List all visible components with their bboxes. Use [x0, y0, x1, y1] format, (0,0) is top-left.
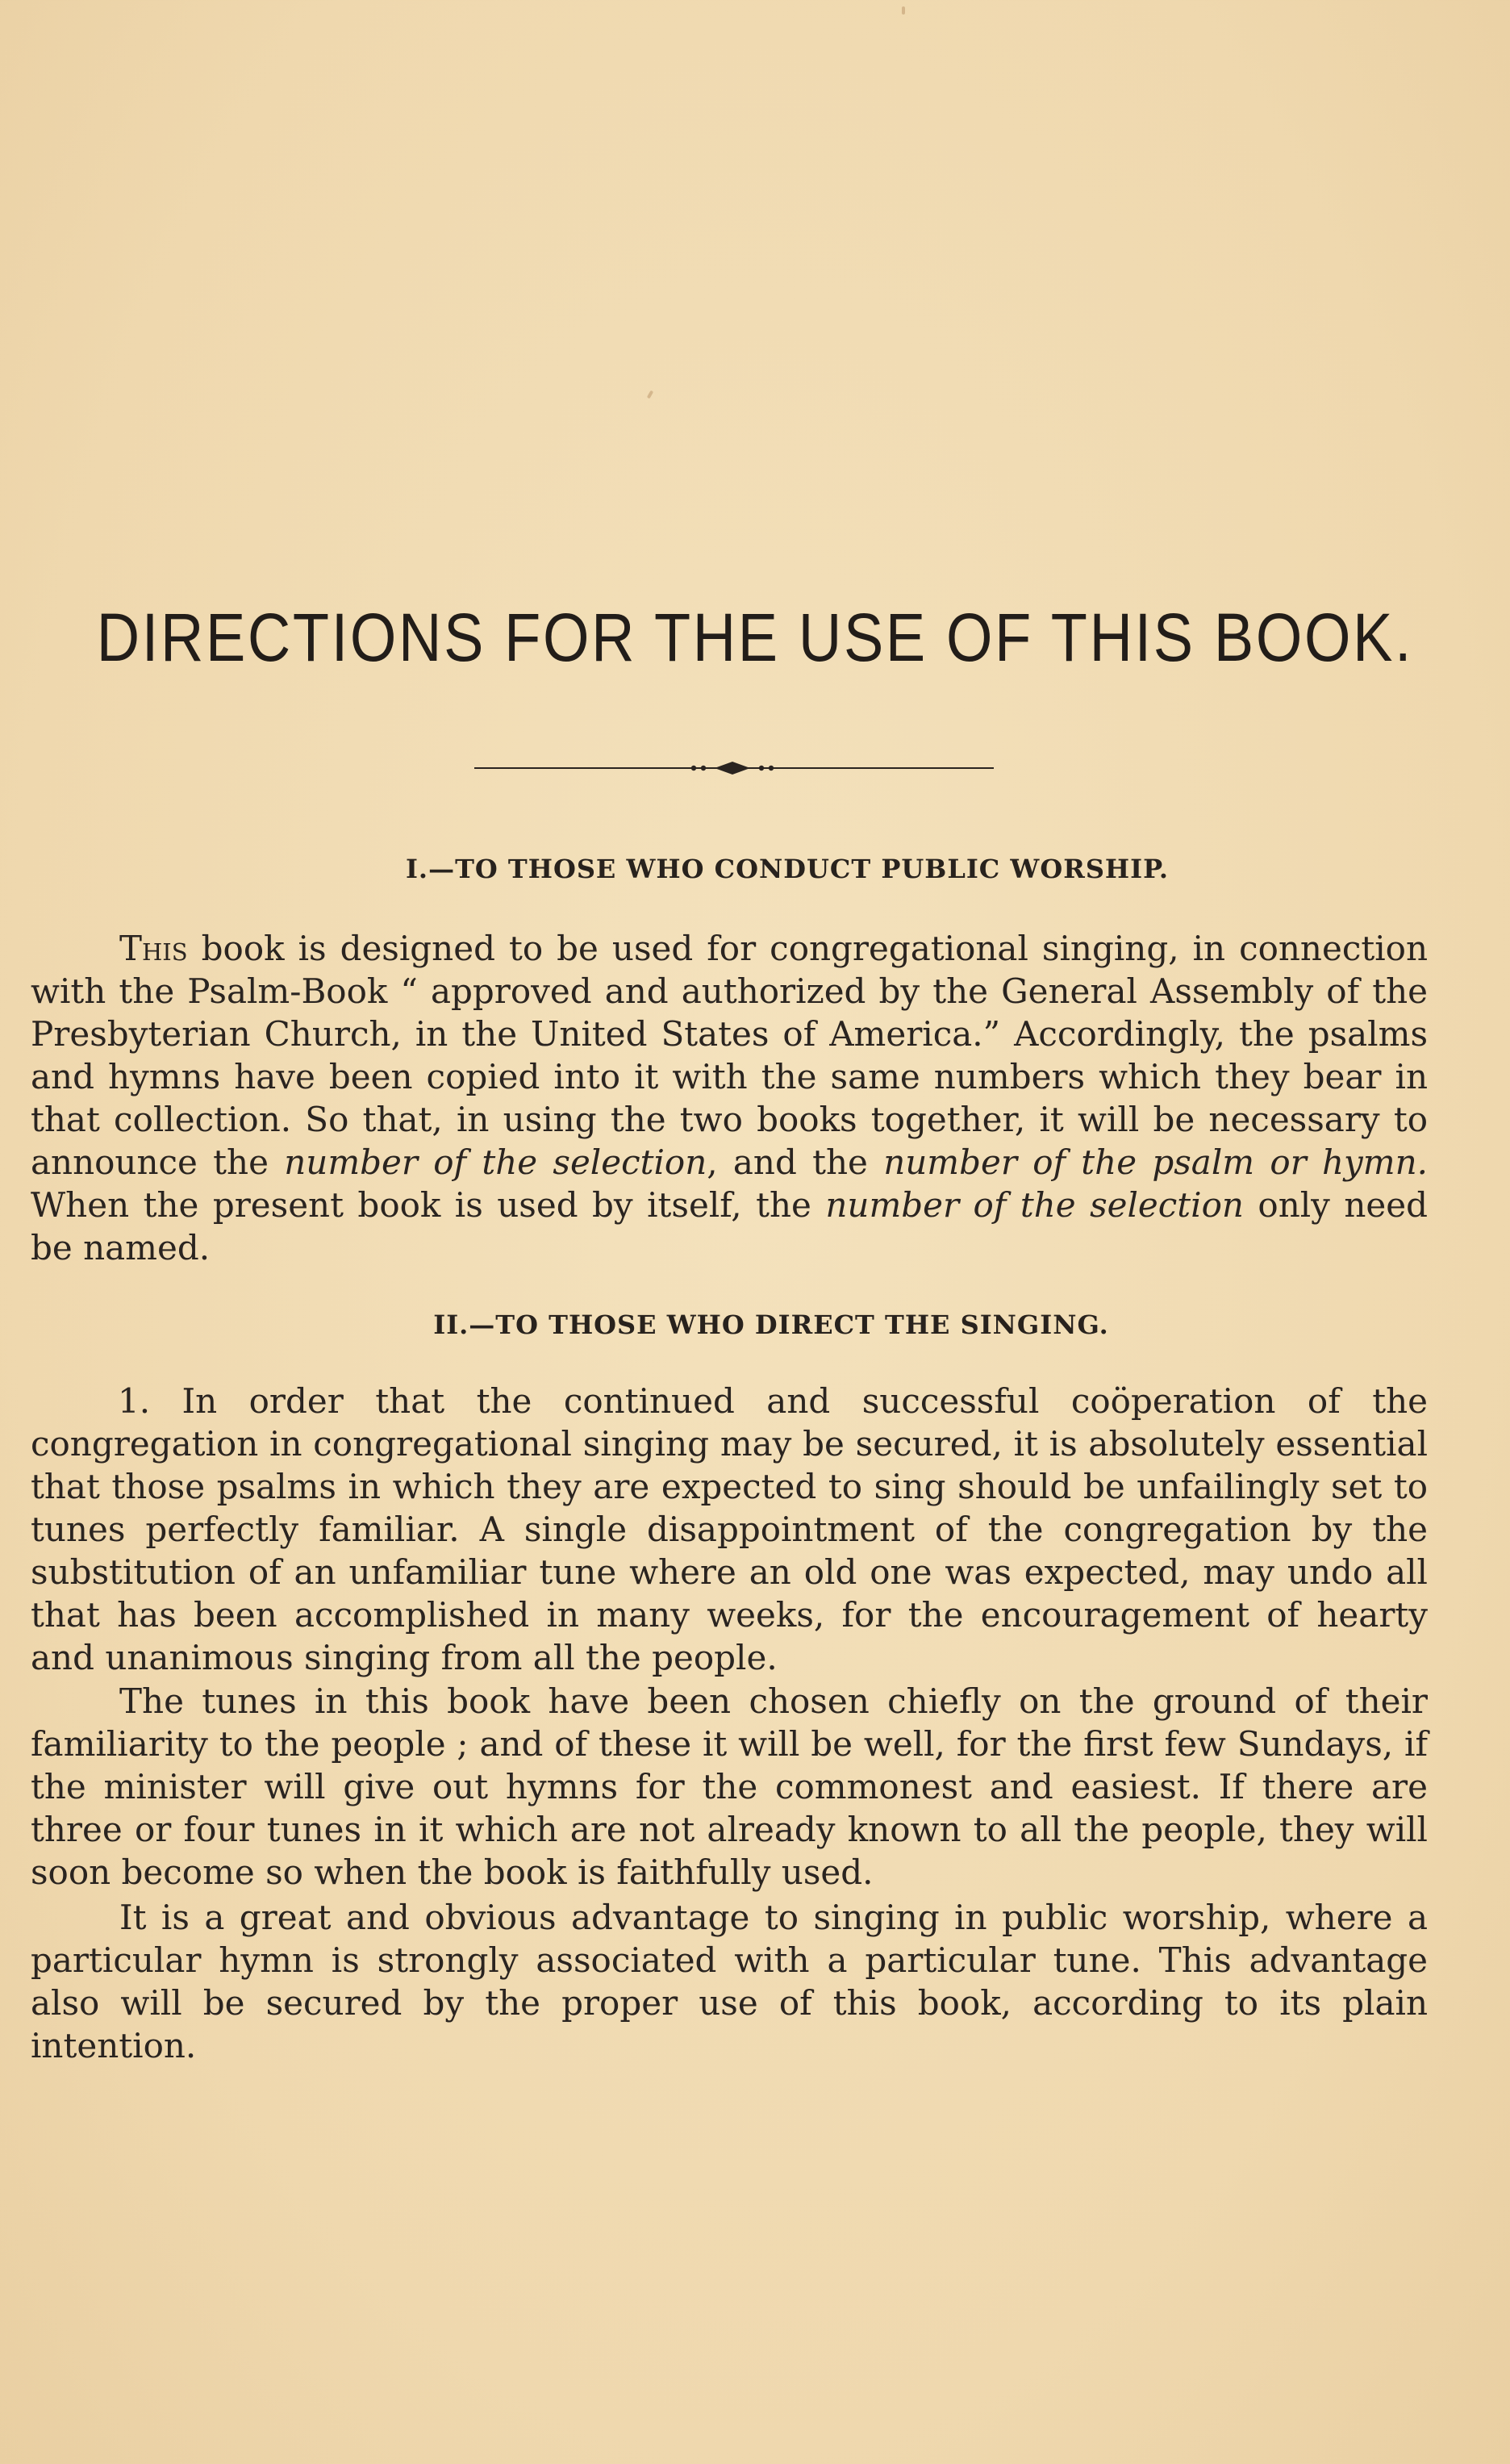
section2-paragraph: [31, 1680, 1428, 1894]
section-heading-direct-singing: II.—TO THOSE WHO DIRECT THE SINGING.: [433, 1309, 1109, 1340]
section-heading-public-worship: I.—TO THOSE WHO CONDUCT PUBLIC WORSHIP.: [405, 854, 1170, 884]
section1-paragraph: [31, 927, 1428, 1269]
paragraph-text: book is designed to be used for congregational singing, in connection with the Psalm-Book “ approved and authorized by the General Assembly of the Presbyterian Church, in the United States of America.” Accordingly, the psalms and hymns have been copied into it with the same numbers which they bear in that collection. So that, in using the two books together, it will be necessary to announce the: [31, 929, 1428, 1182]
ornament-rule-right: [789, 767, 994, 769]
paragraph-text: The tunes in this book have been chosen chiefly on the ground of their familiarity to the people ; and of these it will be well, for the first few Sundays, if the minister will give out hymns for the commonest and easiest. If there are three or four tunes in it which are not already known to all the people, they will soon become so when the book is faithfully used.: [31, 1681, 1428, 1892]
section2-paragraph: [31, 1380, 1428, 1679]
paper-speck: [647, 390, 653, 399]
paragraph-text: When the present book is used by itself, the: [31, 1185, 826, 1225]
section2-paragraph: [31, 1896, 1428, 2067]
lead-word: This: [119, 929, 188, 968]
ornament-diamond-icon: [676, 758, 789, 778]
italic-phrase: number of the psalm or hymn.: [883, 1142, 1428, 1182]
rule-ornament-icon: [474, 758, 994, 778]
paragraph-text: It is a great and obvious advantage to singing in public worship, where a particular hymn is strongly associated with a particular tune. This advantage also will be secured by the proper use of this book, according to its plain intention.: [31, 1898, 1428, 2065]
paragraph-text: , and the: [707, 1142, 884, 1182]
page-title: DIRECTIONS FOR THE USE OF THIS BOOK.: [96, 599, 1414, 675]
paragraph-text: 1. In order that the continued and successful coöperation of the congregation in congregational singing may be secured, it is absolutely essential that those psalms in which they are expected to sing should be unfailingly set to tunes perfectly familiar. A single disappointment of the congregation by the substitution of an unfamiliar tune where an old one was expected, may undo all that has been accomplished in many weeks, for the encouragement of hearty and unanimous singing from all the people.: [31, 1381, 1428, 1677]
italic-phrase: number of the selection: [825, 1185, 1244, 1225]
paragraph-text: only need be named.: [31, 1185, 1429, 1267]
ornament-rule-left: [474, 767, 676, 769]
italic-phrase: number of the selection: [284, 1142, 707, 1182]
paper-speck: [902, 6, 905, 15]
